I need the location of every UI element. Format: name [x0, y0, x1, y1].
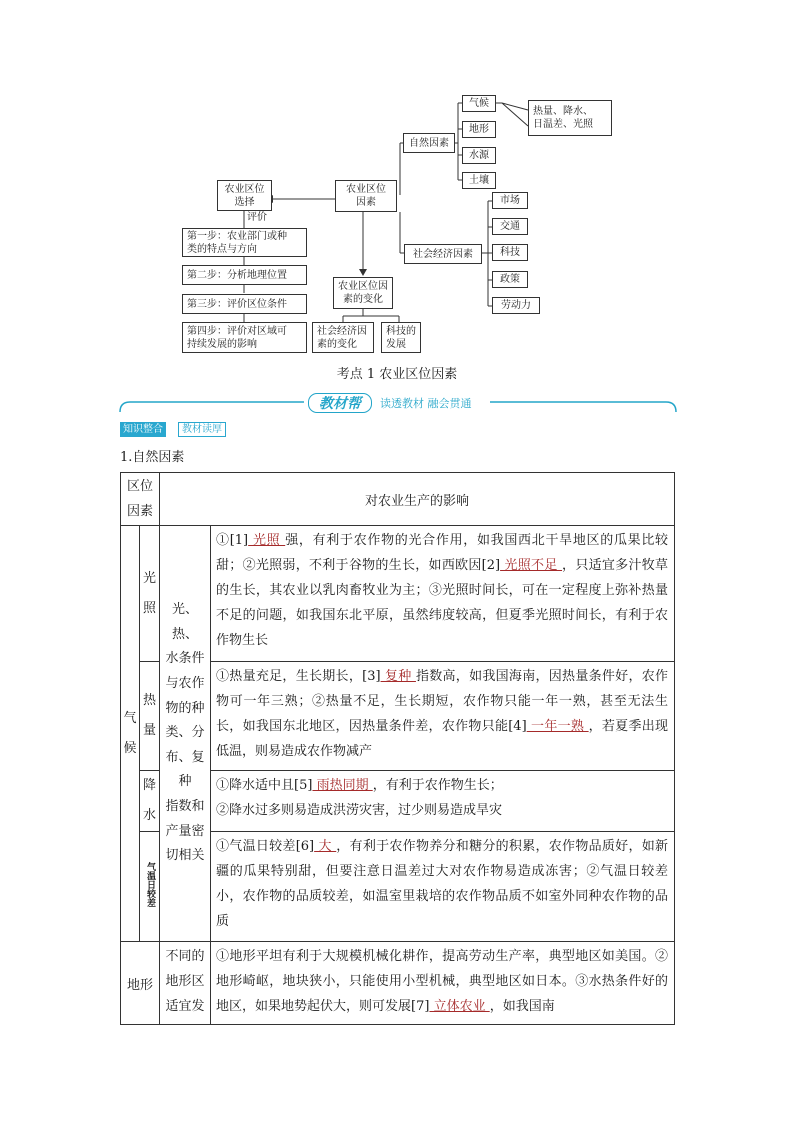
- answer-blank: 光照不足: [500, 558, 563, 573]
- answer-blank: 雨热同期: [312, 778, 373, 793]
- rain-content: [211, 771, 674, 825]
- cell-text: 指数高，如我国海南，因热量条件好，农作物可一年三熟；②热量不足，生长期短，农作物只能一年一熟，甚至无法生长，如我国东北地区，因热量条件差，农作物只能[4]: [216, 669, 669, 734]
- factor-climate: 气候: [462, 95, 496, 112]
- cell-text: ①降水适中且[5]: [216, 778, 313, 793]
- cell-rain-text: [211, 771, 675, 832]
- cell-temp: 气温日较差: [140, 832, 160, 942]
- change-tech: 科技的 发展: [381, 322, 421, 353]
- table-header-row: [121, 473, 675, 526]
- social-factors-node: 社会经济因素: [404, 244, 482, 264]
- evaluate-label: 评价: [247, 212, 267, 223]
- cell-text: ，如我国南: [489, 999, 555, 1014]
- diagram-connectors: [0, 0, 794, 370]
- climate-detail: 热量、降水、 日温差、光照: [528, 100, 612, 136]
- cell-text: ，有利于农作物生长； ②降水过多则易造成洪涝灾害，过少则易造成旱灾: [216, 778, 503, 818]
- cell-terrain-mid: 不同的 地形区 适宜发: [160, 942, 211, 1025]
- factor-terrain: 地形: [462, 121, 496, 138]
- banner-title: 教材帮: [308, 393, 372, 413]
- location-choice-node: 农业区位 选择: [217, 180, 272, 211]
- cell-text: ，有利于农作物养分和糖分的积累，农作物品质好，如新疆的瓜果特别甜，但要注意日温差过大对农作物易造成冻害；②气温日较差小，农作物的品质较差，如温室里栽培的农作物品质不如室外同种农作物的品质: [216, 839, 669, 929]
- factor-tech: 科技: [492, 244, 528, 261]
- natural-factors-node: 自然因素: [403, 133, 455, 153]
- natural-factors-table: [120, 472, 675, 1025]
- section-title: 1.自然因素: [120, 450, 185, 465]
- temp-content: [211, 832, 674, 936]
- factor-labor: 劳动力: [492, 297, 540, 314]
- step-4: 第四步：评价对区域可 持续发展的影响: [182, 322, 307, 353]
- cell-text: ①热量充足，生长期长，[3]: [216, 669, 381, 684]
- change-social: 社会经济因 素的变化: [312, 322, 374, 353]
- cell-text: ，只适宜多汁牧草的生长，其农业以乳肉畜牧业为主；③光照时间长，可在一定程度上弥补热量不足的问题，如我国东北平原，虽然纬度较高，但夏季光照时间长，有利于农作物生长: [216, 558, 669, 648]
- heat-content: [211, 662, 674, 766]
- terrain-content: [211, 942, 674, 1021]
- answer-blank: 一年一熟: [526, 719, 589, 734]
- cell-merged-mid: 光、 热、 水条件 与农作 物的种 类、分 布、复 种 指数和 产量密 切相关: [160, 526, 211, 942]
- factor-water: 水源: [462, 147, 496, 164]
- step-2: 第二步：分析地理位置: [182, 265, 307, 285]
- row-light: [121, 526, 675, 662]
- header-left: 区位 因素: [121, 473, 160, 526]
- banner-subtitle: 读透教材 融会贯通: [380, 397, 472, 410]
- cell-heat-text: [211, 662, 675, 771]
- row-terrain: [121, 942, 675, 1025]
- cell-text: ，若夏季出现低温，则易造成农作物减产: [216, 719, 669, 759]
- cell-text: ①地形平坦有利于大规模机械化耕作，提高劳动生产率，典型地区如美国。②地形崎岖，地块狭小，只能使用小型机械，典型地区如日本。③水热条件好的地区，如果地势起伏大，则可发展[7]: [216, 949, 669, 1014]
- cell-terrain: 地形: [121, 942, 160, 1025]
- figure-caption: 考点 1 农业区位因素: [336, 367, 458, 382]
- cell-light: 光 照: [140, 526, 160, 662]
- cell-rain: 降 水: [140, 771, 160, 832]
- cell-temp-text: [211, 832, 675, 942]
- answer-blank: 大: [314, 839, 337, 854]
- cell-terrain-text: [211, 942, 675, 1025]
- header-right: 对农业生产的影响: [160, 473, 675, 526]
- light-content: [211, 526, 674, 655]
- factor-soil: 土壤: [462, 172, 496, 189]
- cell-text: ①[1]: [216, 533, 249, 548]
- factor-transport: 交通: [492, 218, 528, 235]
- answer-blank: 立体农业: [429, 999, 490, 1014]
- factor-change-node: 农业区位因 素的变化: [333, 277, 393, 309]
- cell-heat: 热 量: [140, 662, 160, 771]
- answer-blank: 光照: [248, 533, 286, 548]
- step-3: 第三步：评价区位条件: [182, 294, 307, 314]
- tag-textbook: 教材读厚: [178, 422, 226, 437]
- factor-market: 市场: [492, 192, 528, 209]
- answer-blank: 复种: [380, 669, 416, 684]
- cell-text: 强，有利于农作物的光合作用，如我国西北干旱地区的瓜果比较甜；②光照弱，不利于谷物的生长，如西欧因[2]: [216, 533, 669, 573]
- cell-light-text: [211, 526, 675, 662]
- factor-policy: 政策: [492, 271, 528, 288]
- step-1: 第一步：农业部门或种 类的特点与方向: [182, 228, 307, 257]
- center-node: 农业区位 因素: [335, 180, 397, 212]
- cell-climate: 气 候: [121, 526, 140, 942]
- tag-knowledge: 知识整合: [120, 422, 166, 437]
- cell-text: ①气温日较差[6]: [216, 839, 315, 854]
